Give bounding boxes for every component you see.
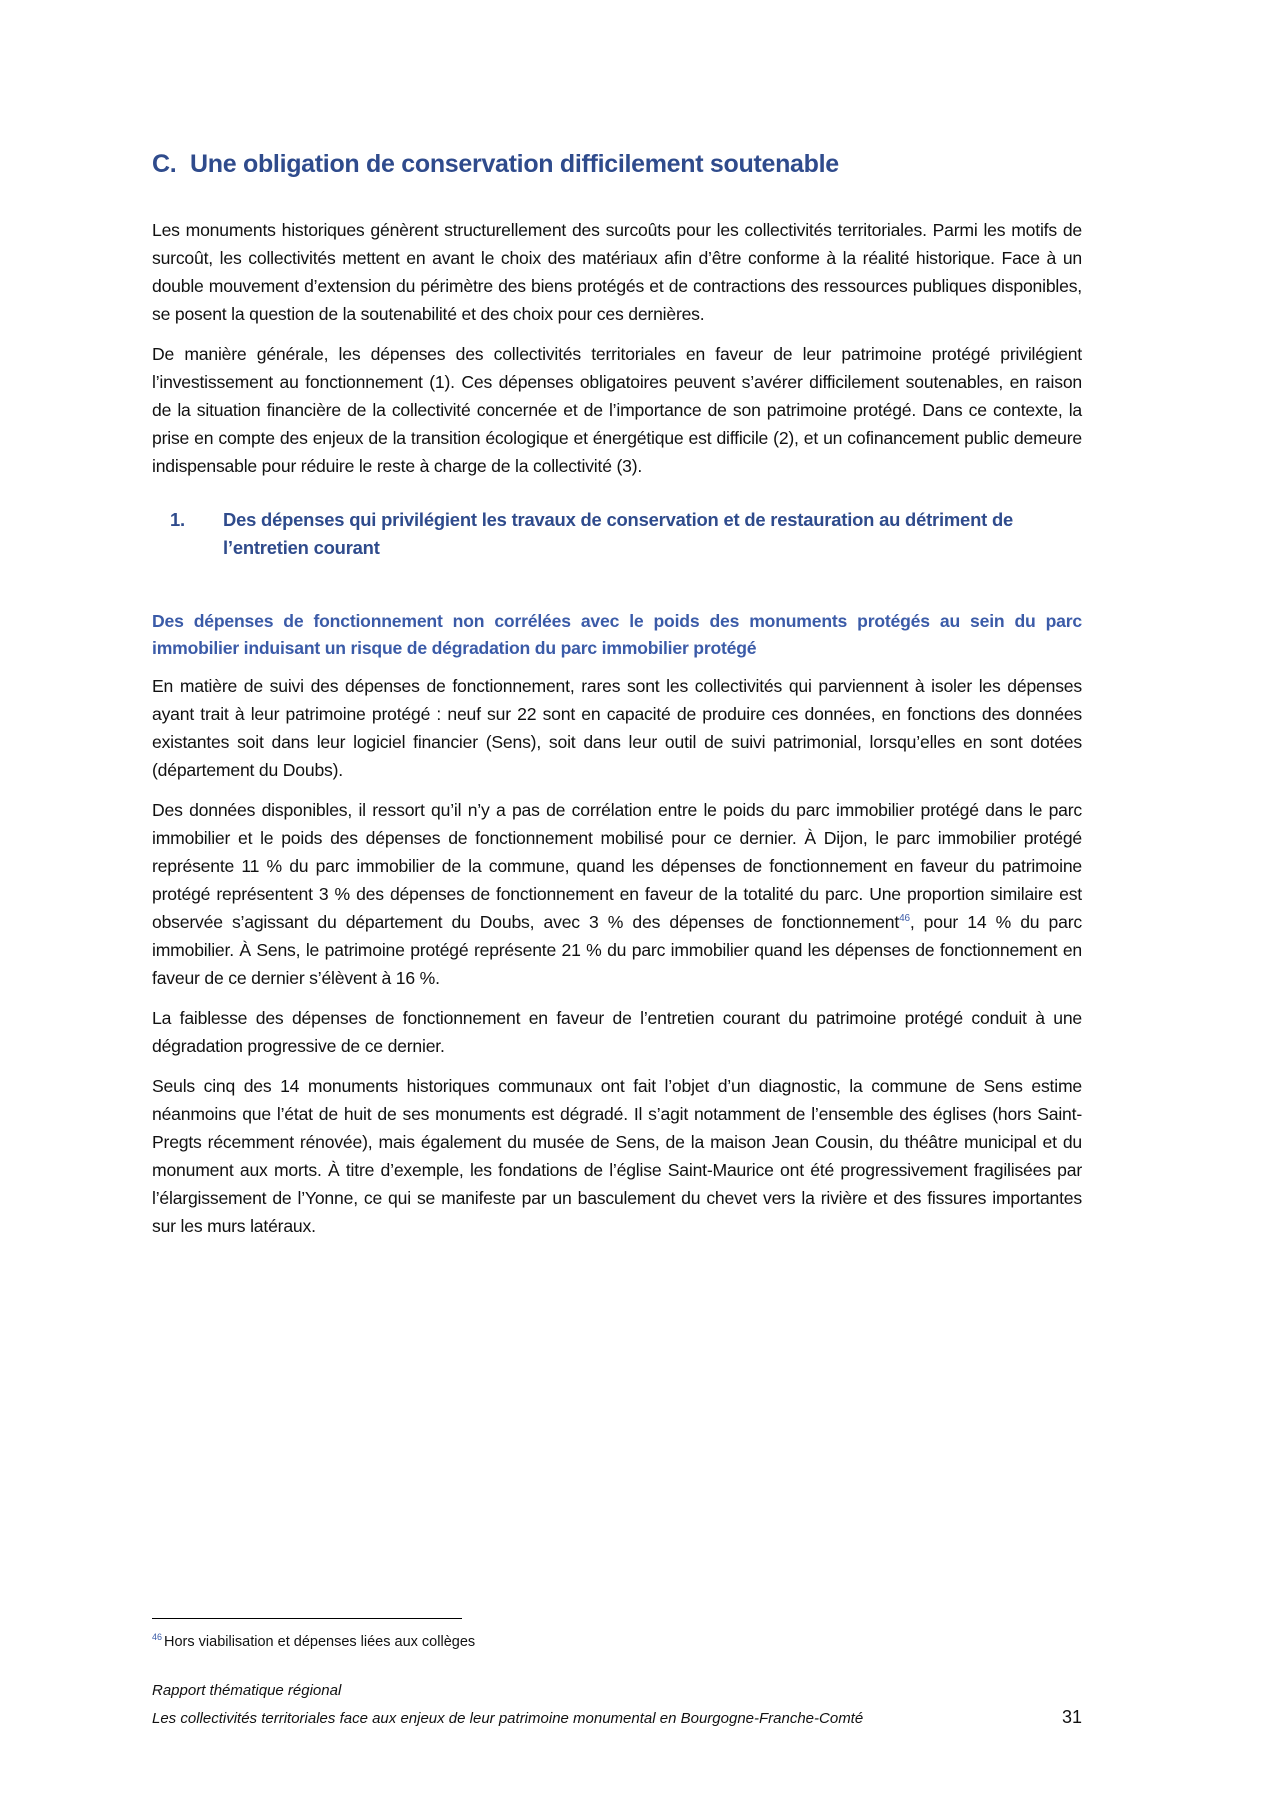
subsection-title: Des dépenses qui privilégient les travaux de conservation et de restauration au détriment de l’entretien courant xyxy=(223,509,1014,558)
footnote-separator xyxy=(152,1618,462,1619)
footnote-number: 46 xyxy=(152,1632,163,1643)
paragraph-5: La faiblesse des dépenses de fonctionnement en faveur de l’entretien courant du patrimoine protégé conduit à une dégradation progressive de ce dernier. xyxy=(152,1008,1082,1056)
paragraph-4-text-b: , pour 14 % du parc immobilier. À Sens, le patrimoine protégé représente 21 % du parc immobilier quand les dépenses de fonctionnement en faveur de ce dernier s’élèvent à 16 %. xyxy=(152,912,1082,988)
paragraph-3: En matière de suivi des dépenses de fonctionnement, rares sont les collectivités qui parviennent à isoler les dépenses ayant trait à leur patrimoine protégé : neuf sur 22 sont en capacité de produire ces données, en fonctions des données existantes soit dans leur logiciel financier (Sens), soit dans leur outil de suivi patrimonial, lorsqu’elles en sont dotées (département du Doubs). xyxy=(152,676,1082,780)
paragraph-4-text-a: Des données disponibles, il ressort qu’il n’y a pas de corrélation entre le poids du parc immobilier protégé dans le parc immobilier et le poids des dépenses de fonctionnement mobilisé pour ce dernier. À Dijon, le parc immobilier protégé représente 11 % du parc immobilier de la commune, quand les dépenses de fonctionnement en faveur du patrimoine protégé représentent 3 % des dépenses de fonctionnement en faveur de la totalité du parc. Une proportion similaire est observée s’agissant du département du Doubs, avec 3 % des dépenses de fonctionnement xyxy=(152,800,1082,932)
document-page xyxy=(152,0,1082,1800)
footer-report-title: Les collectivités territoriales face aux enjeux de leur patrimoine monumental en Bourgogne-Franche-Comté xyxy=(152,1710,864,1727)
paragraph-intro-1: Les monuments historiques génèrent structurellement des surcoûts pour les collectivités territoriales. Parmi les motifs de surcoût, les collectivités mettent en avant le choix des matériaux afin d’être conforme à la réalité historique. Face à un double mouvement d’extension du périmètre des biens protégés et de contractions des ressources publiques disponibles, se posent la question de la soutenabilité et des choix pour ces dernières. xyxy=(152,220,1082,324)
section-number: C. xyxy=(152,150,177,178)
paragraph-intro-2: De manière générale, les dépenses des collectivités territoriales en faveur de leur patrimoine protégé privilégient l’investissement au fonctionnement (1). Ces dépenses obligatoires peuvent s’avérer difficilement soutenables, en raison de la situation financière de la collectivité concernée et de l’importance de son patrimoine protégé. Dans ce contexte, la prise en compte des enjeux de la transition écologique et énergétique est difficile (2), et un cofinancement public demeure indispensable pour réduire le reste à charge de la collectivité (3). xyxy=(152,344,1082,476)
section-heading xyxy=(152,150,839,179)
footer-report-type: Rapport thématique régional xyxy=(152,1682,342,1699)
footnote-reference-46[interactable]: 46 xyxy=(899,913,910,925)
subsection-heading xyxy=(152,506,1082,562)
subsection-number: 1. xyxy=(170,509,185,530)
footnote-text: Hors viabilisation et dépenses liées aux collèges xyxy=(164,1634,476,1650)
paragraph-6: Seuls cinq des 14 monuments historiques communaux ont fait l’objet d’un diagnostic, la commune de Sens estime néanmoins que l’état de huit de ses monuments est dégradé. Il s’agit notamment de l’ensemble des églises (hors Saint-Pregts récemment rénovée), mais également du musée de Sens, de la maison Jean Cousin, du théâtre municipal et du monument aux morts. À titre d’exemple, les fondations de l’église Saint-Maurice ont été progressivement fragilisées par l’élargissement de l’Yonne, ce qui se manifeste par un basculement du chevet vers la rivière et des fissures importantes sur les murs latéraux. xyxy=(152,1076,1082,1236)
page-number: 31 xyxy=(1061,1707,1082,1727)
paragraph-4 xyxy=(152,796,1082,992)
subheading: Des dépenses de fonctionnement non corrélées avec le poids des monuments protégés au sein du parc immobilier induisant un risque de dégradation du parc immobilier protégé xyxy=(152,611,1082,658)
section-title: Une obligation de conservation difficilement soutenable xyxy=(190,150,839,178)
body-text xyxy=(152,216,1082,1252)
footnote xyxy=(152,1632,475,1652)
